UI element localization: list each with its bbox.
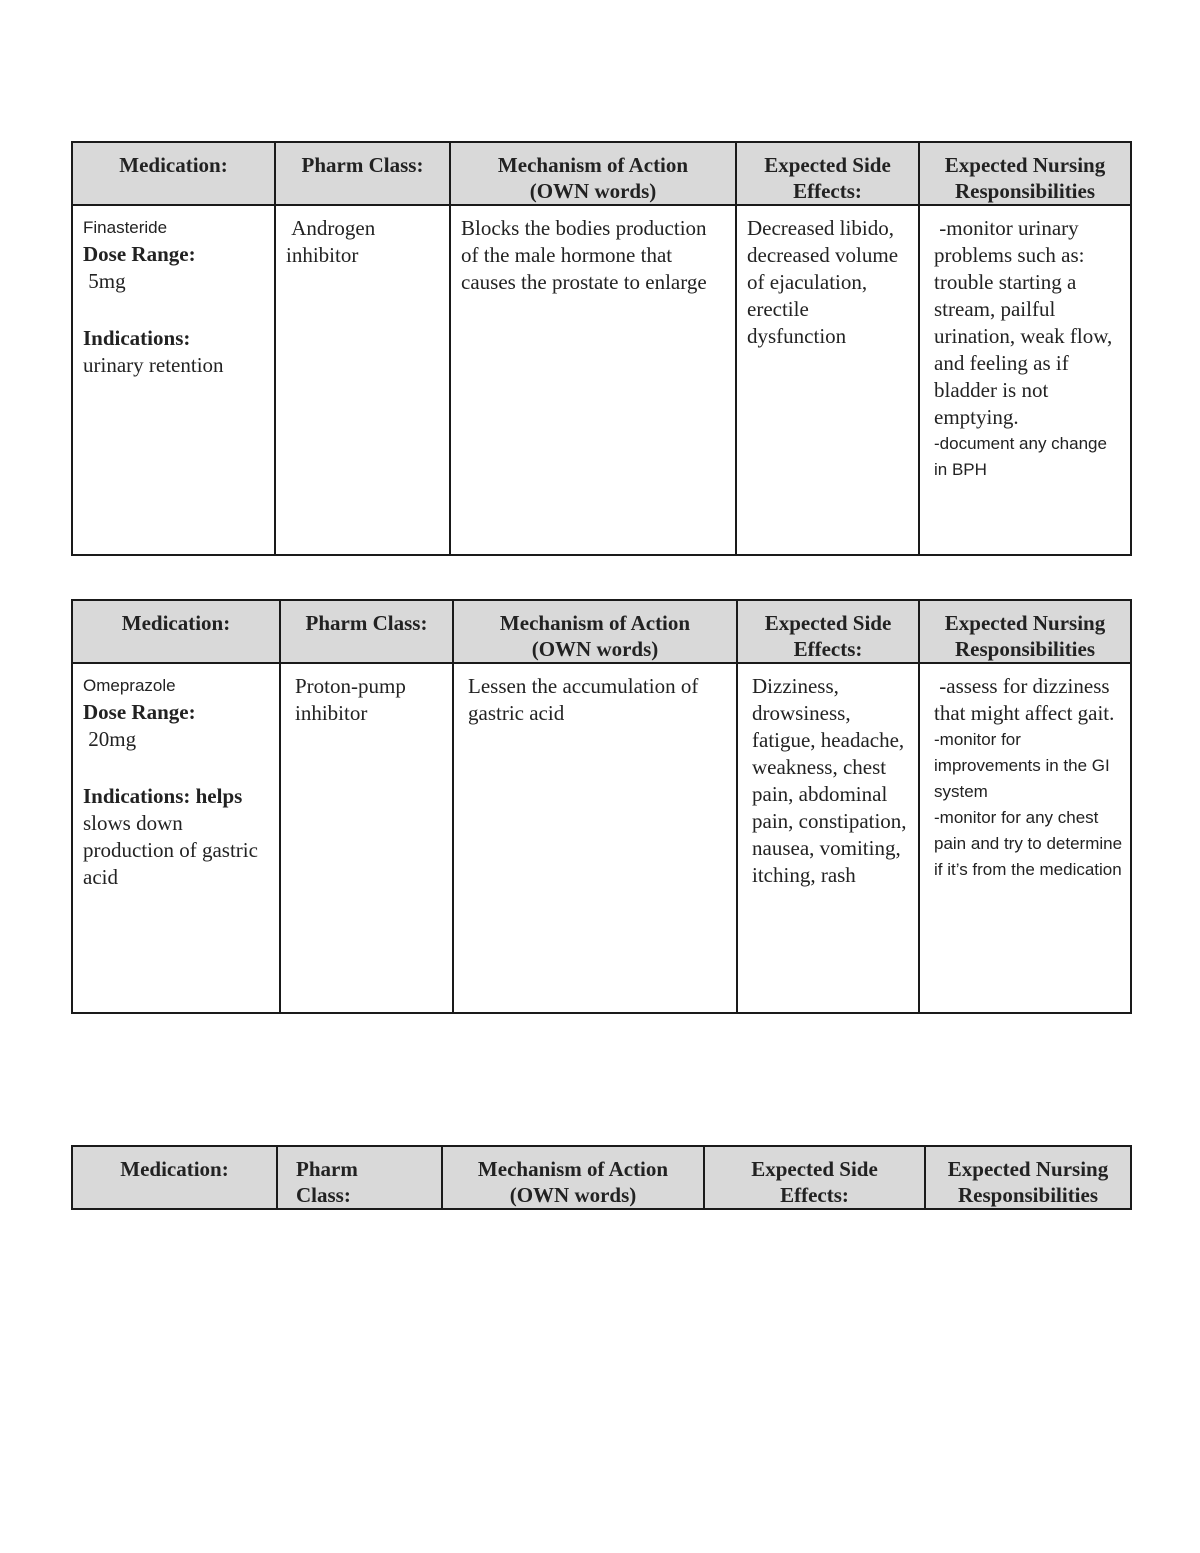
nursing-cell	[919, 663, 1131, 1013]
header-pharm-class: Pharm Class:	[275, 142, 450, 205]
header-nursing-line1: Expected Nursing	[944, 153, 1106, 177]
side-effects-value: Dizziness, drowsiness, fatigue, headache, weakness, chest pain, abdominal pain, constipation, nausea, vomiting, itching, rash	[752, 674, 907, 887]
header-medication: Medication:	[72, 142, 275, 205]
nursing-extra-2: -monitor for any chest pain and try to determine if it’s from the medication	[934, 808, 1123, 879]
medication-table-empty	[71, 1145, 1132, 1210]
header-nursing-line1: Expected Nursing	[947, 1157, 1109, 1181]
nursing-extra-1: -monitor for improvements in the GI system	[934, 730, 1110, 801]
header-nursing-line1: Expected Nursing	[944, 611, 1106, 635]
medication-cell	[72, 205, 275, 555]
header-nursing-line2: Responsibilities	[957, 1183, 1099, 1207]
header-side-effects-line2: Effects:	[793, 179, 862, 203]
header-side-effects	[737, 600, 919, 663]
indications-label: Indications:	[83, 326, 191, 350]
header-side-effects	[736, 142, 919, 205]
header-side-effects-line2: Effects:	[793, 637, 863, 661]
header-pharm-line2: Class:	[296, 1183, 351, 1207]
mechanism-cell	[450, 205, 736, 555]
header-nursing	[919, 600, 1131, 663]
header-nursing	[919, 142, 1131, 205]
indications-value: urinary retention	[83, 353, 224, 377]
pharm-class-cell	[280, 663, 453, 1013]
data-row	[72, 663, 1131, 1013]
mechanism-cell	[453, 663, 737, 1013]
side-effects-cell	[737, 663, 919, 1013]
side-effects-cell	[736, 205, 919, 555]
header-mechanism-line2: (OWN words)	[529, 179, 657, 203]
mechanism-value: Blocks the bodies production of the male hormone that causes the prostate to enlarge	[461, 216, 707, 294]
header-medication: Medication:	[72, 600, 280, 663]
header-side-effects-line1: Expected Side	[751, 1157, 878, 1181]
header-row	[72, 600, 1131, 663]
header-pharm-class: Pharm Class:	[280, 600, 453, 663]
header-mechanism-line1: Mechanism of Action	[499, 611, 691, 635]
header-row	[72, 142, 1131, 205]
mechanism-value: Lessen the accumulation of gastric acid	[468, 674, 699, 725]
header-mechanism-line1: Mechanism of Action	[477, 1157, 669, 1181]
header-mechanism	[450, 142, 736, 205]
header-side-effects	[704, 1146, 925, 1209]
medication-cell	[72, 663, 280, 1013]
dose-range-label: Dose Range:	[83, 242, 196, 266]
header-row	[72, 1146, 1131, 1209]
header-nursing-line2: Responsibilities	[954, 637, 1096, 661]
dose-value: 5mg	[83, 269, 126, 293]
header-mechanism-line2: (OWN words)	[509, 1183, 637, 1207]
nursing-main: -assess for dizziness that might affect gait.	[934, 674, 1115, 725]
header-mechanism	[453, 600, 737, 663]
header-side-effects-line1: Expected Side	[764, 153, 891, 177]
pharm-class-cell	[275, 205, 450, 555]
dose-range-label: Dose Range:	[83, 700, 196, 724]
nursing-cell	[919, 205, 1131, 555]
nursing-extra: -document any change in BPH	[934, 434, 1107, 479]
medication-name: Finasteride	[83, 218, 168, 237]
indications-value: slows down production of gastric acid	[83, 811, 258, 889]
dose-value: 20mg	[83, 727, 137, 751]
header-mechanism-line1: Mechanism of Action	[497, 153, 689, 177]
pharm-class-value: Proton-pump inhibitor	[295, 674, 406, 725]
header-pharm-line1: Pharm	[296, 1157, 358, 1181]
nursing-main: -monitor urinary problems such as: trouble starting a stream, pailful urination, weak flow, and feeling as if bladder is not emptying.	[934, 216, 1118, 429]
header-pharm-class	[277, 1146, 442, 1209]
data-row	[72, 205, 1131, 555]
indications-label: Indications: helps	[83, 784, 243, 808]
header-side-effects-line2: Effects:	[780, 1183, 849, 1207]
header-mechanism	[442, 1146, 704, 1209]
header-nursing	[925, 1146, 1131, 1209]
medication-name: Omeprazole	[83, 676, 176, 695]
header-medication: Medication:	[72, 1146, 277, 1209]
header-nursing-line2: Responsibilities	[954, 179, 1096, 203]
medication-table-omeprazole	[71, 599, 1132, 1014]
header-side-effects-line1: Expected Side	[764, 611, 892, 635]
medication-table-finasteride	[71, 141, 1132, 556]
header-mechanism-line2: (OWN words)	[531, 637, 659, 661]
side-effects-value: Decreased libido, decreased volume of ejaculation, erectile dysfunction	[747, 216, 899, 348]
pharm-class-value: Androgen inhibitor	[286, 216, 381, 267]
